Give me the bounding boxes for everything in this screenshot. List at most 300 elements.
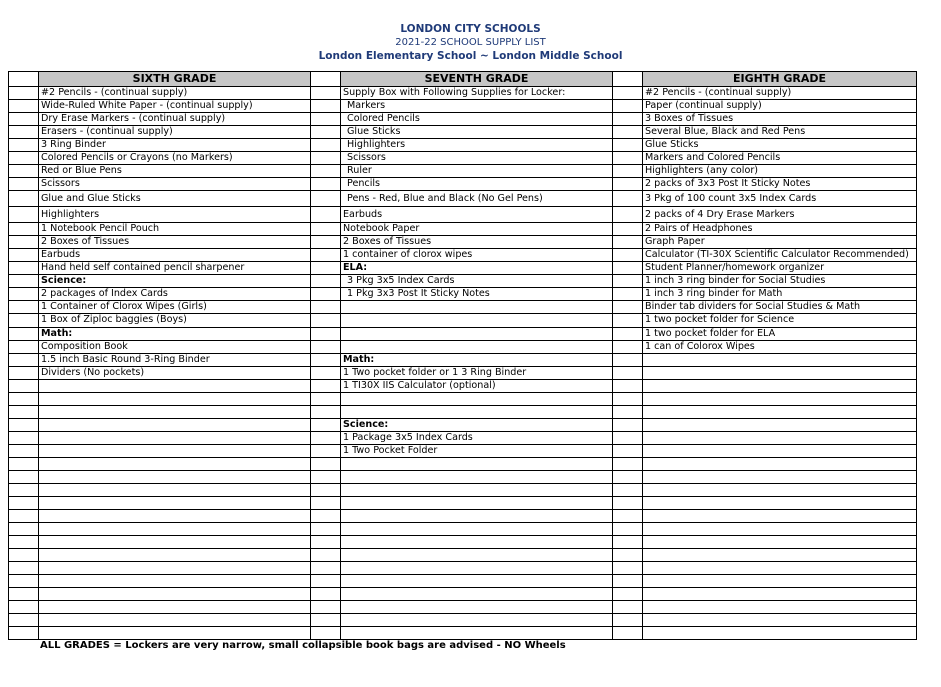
spacer-cell	[311, 483, 341, 496]
spacer-cell	[311, 191, 341, 207]
list-title: 2021-22 SCHOOL SUPPLY LIST	[395, 37, 546, 48]
spacer-cell	[613, 562, 643, 575]
spacer-cell	[613, 207, 643, 223]
seventh-grade-item	[341, 588, 613, 601]
spacer-cell	[9, 588, 39, 601]
spacer-cell	[9, 627, 39, 640]
table-row	[9, 262, 917, 275]
table-row	[9, 207, 917, 223]
spacer-cell	[311, 72, 341, 87]
eighth-grade-item	[643, 601, 917, 614]
spacer-cell	[9, 431, 39, 444]
spacer-cell	[311, 444, 341, 457]
seventh-grade-item: Glue Sticks	[341, 126, 613, 139]
sixth-grade-item: 1 Box of Ziploc baggies (Boys)	[39, 314, 311, 327]
spacer-cell	[613, 288, 643, 301]
eighth-grade-item	[643, 418, 917, 431]
sixth-grade-item	[39, 575, 311, 588]
table-header-row	[9, 72, 917, 87]
eighth-grade-item: Highlighters (any color)	[643, 165, 917, 178]
spacer-cell	[311, 288, 341, 301]
spacer-cell	[613, 340, 643, 353]
spacer-cell	[613, 444, 643, 457]
eighth-grade-item: #2 Pencils - (continual supply)	[643, 87, 917, 100]
spacer-cell	[9, 366, 39, 379]
spacer-cell	[311, 165, 341, 178]
spacer-cell	[613, 405, 643, 418]
spacer-cell	[613, 275, 643, 288]
sixth-grade-item	[39, 627, 311, 640]
eighth-grade-item: 3 Pkg of 100 count 3x5 Index Cards	[643, 191, 917, 207]
table-row	[9, 236, 917, 249]
sixth-grade-item: Colored Pencils or Crayons (no Markers)	[39, 152, 311, 165]
table-row	[9, 126, 917, 139]
table-row	[9, 353, 917, 366]
seventh-grade-item	[341, 522, 613, 535]
eighth-grade-item: 1 two pocket folder for ELA	[643, 327, 917, 340]
spacer-cell	[9, 444, 39, 457]
table-row	[9, 549, 917, 562]
table-row	[9, 178, 917, 191]
sixth-grade-item	[39, 392, 311, 405]
spacer-cell	[613, 191, 643, 207]
eighth-grade-item	[643, 444, 917, 457]
seventh-grade-item	[341, 340, 613, 353]
eighth-grade-item: 3 Boxes of Tissues	[643, 113, 917, 126]
spacer-cell	[311, 614, 341, 627]
spacer-cell	[311, 340, 341, 353]
spacer-cell	[9, 392, 39, 405]
sixth-grade-item: Red or Blue Pens	[39, 165, 311, 178]
spacer-cell	[9, 496, 39, 509]
eighth-grade-item	[643, 549, 917, 562]
eighth-grade-item	[643, 627, 917, 640]
seventh-grade-item	[341, 301, 613, 314]
spacer-cell	[9, 87, 39, 100]
eighth-grade-item	[643, 366, 917, 379]
table-row	[9, 405, 917, 418]
table-row	[9, 327, 917, 340]
spacer-cell	[9, 405, 39, 418]
table-row	[9, 444, 917, 457]
spacer-cell	[613, 236, 643, 249]
spacer-cell	[9, 262, 39, 275]
seventh-grade-item: Supply Box with Following Supplies for Locker:	[341, 87, 613, 100]
eighth-grade-item: Calculator (TI-30X Scientific Calculator Recommended)	[643, 249, 917, 262]
spacer-cell	[311, 522, 341, 535]
sixth-grade-item	[39, 457, 311, 470]
eighth-grade-item	[643, 483, 917, 496]
spacer-cell	[9, 562, 39, 575]
spacer-cell	[311, 562, 341, 575]
table-row	[9, 418, 917, 431]
eighth-grade-item	[643, 470, 917, 483]
spacer-cell	[613, 366, 643, 379]
spacer-cell	[613, 314, 643, 327]
table-row	[9, 575, 917, 588]
seventh-grade-item: Pencils	[341, 178, 613, 191]
spacer-cell	[613, 178, 643, 191]
table-row	[9, 509, 917, 522]
table-row	[9, 379, 917, 392]
spacer-cell	[9, 126, 39, 139]
spacer-cell	[311, 249, 341, 262]
seventh-grade-item: Pens - Red, Blue and Black (No Gel Pens)	[341, 191, 613, 207]
eighth-grade-item	[643, 536, 917, 549]
spacer-cell	[9, 223, 39, 236]
spacer-cell	[613, 457, 643, 470]
spacer-cell	[311, 223, 341, 236]
spacer-cell	[613, 301, 643, 314]
spacer-cell	[311, 549, 341, 562]
eighth-grade-item: Paper (continual supply)	[643, 100, 917, 113]
table-row	[9, 562, 917, 575]
spacer-cell	[613, 165, 643, 178]
spacer-cell	[9, 113, 39, 126]
eighth-grade-item	[643, 522, 917, 535]
sixth-grade-item: 1.5 inch Basic Round 3-Ring Binder	[39, 353, 311, 366]
spacer-cell	[9, 340, 39, 353]
sixth-grade-item	[39, 431, 311, 444]
spacer-cell	[613, 588, 643, 601]
spacer-cell	[613, 575, 643, 588]
spacer-cell	[9, 509, 39, 522]
spacer-cell	[311, 470, 341, 483]
sixth-grade-item: Hand held self contained pencil sharpener	[39, 262, 311, 275]
seventh-grade-item	[341, 457, 613, 470]
spacer-cell	[9, 327, 39, 340]
spacer-cell	[311, 353, 341, 366]
spacer-cell	[613, 536, 643, 549]
spacer-cell	[311, 236, 341, 249]
sixth-grade-item: Composition Book	[39, 340, 311, 353]
spacer-cell	[613, 418, 643, 431]
spacer-cell	[9, 275, 39, 288]
seventh-grade-item	[341, 562, 613, 575]
sixth-grade-item	[39, 483, 311, 496]
spacer-cell	[311, 152, 341, 165]
spacer-cell	[613, 392, 643, 405]
table-row	[9, 288, 917, 301]
spacer-cell	[311, 509, 341, 522]
sixth-grade-item: Erasers - (continual supply)	[39, 126, 311, 139]
sixth-grade-item	[39, 614, 311, 627]
spacer-cell	[9, 288, 39, 301]
sixth-grade-item: Science:	[39, 275, 311, 288]
seventh-grade-item: 1 Pkg 3x3 Post It Sticky Notes	[341, 288, 613, 301]
eighth-grade-item	[643, 562, 917, 575]
sixth-grade-header: SIXTH GRADE	[39, 72, 311, 87]
spacer-cell	[613, 614, 643, 627]
seventh-grade-header: SEVENTH GRADE	[341, 72, 613, 87]
sixth-grade-item	[39, 601, 311, 614]
seventh-grade-item	[341, 614, 613, 627]
sixth-grade-item	[39, 444, 311, 457]
spacer-cell	[9, 314, 39, 327]
spacer-cell	[613, 549, 643, 562]
spacer-cell	[613, 152, 643, 165]
spacer-cell	[311, 405, 341, 418]
spacer-cell	[311, 113, 341, 126]
spacer-cell	[613, 87, 643, 100]
spacer-cell	[311, 379, 341, 392]
spacer-cell	[311, 457, 341, 470]
spacer-cell	[311, 87, 341, 100]
eighth-grade-item: 1 can of Colorox Wipes	[643, 340, 917, 353]
spacer-cell	[311, 496, 341, 509]
table-row	[9, 87, 917, 100]
spacer-cell	[9, 522, 39, 535]
table-row	[9, 191, 917, 207]
spacer-cell	[9, 418, 39, 431]
spacer-cell	[9, 575, 39, 588]
spacer-cell	[311, 126, 341, 139]
spacer-cell	[9, 236, 39, 249]
spacer-cell	[613, 126, 643, 139]
table-row	[9, 249, 917, 262]
eighth-grade-item	[643, 496, 917, 509]
spacer-cell	[613, 113, 643, 126]
eighth-grade-item	[643, 379, 917, 392]
spacer-cell	[311, 588, 341, 601]
eighth-grade-item: Student Planner/homework organizer	[643, 262, 917, 275]
spacer-cell	[311, 536, 341, 549]
table-row	[9, 314, 917, 327]
eighth-grade-item	[643, 588, 917, 601]
seventh-grade-item	[341, 405, 613, 418]
seventh-grade-item: Colored Pencils	[341, 113, 613, 126]
eighth-grade-item	[643, 353, 917, 366]
seventh-grade-item: 1 Package 3x5 Index Cards	[341, 431, 613, 444]
table-row	[9, 601, 917, 614]
seventh-grade-item	[341, 575, 613, 588]
table-row	[9, 301, 917, 314]
sixth-grade-item	[39, 418, 311, 431]
district-title: LONDON CITY SCHOOLS	[400, 23, 541, 35]
spacer-cell	[9, 139, 39, 152]
eighth-grade-item	[643, 431, 917, 444]
spacer-cell	[311, 418, 341, 431]
table-row	[9, 275, 917, 288]
sixth-grade-item	[39, 405, 311, 418]
eighth-grade-item: 2 Pairs of Headphones	[643, 223, 917, 236]
sixth-grade-item: Highlighters	[39, 207, 311, 223]
seventh-grade-item	[341, 601, 613, 614]
spacer-cell	[311, 627, 341, 640]
seventh-grade-item	[341, 536, 613, 549]
spacer-cell	[9, 207, 39, 223]
spacer-cell	[613, 522, 643, 535]
spacer-cell	[613, 431, 643, 444]
seventh-grade-item: 1 container of clorox wipes	[341, 249, 613, 262]
sixth-grade-item: 1 Container of Clorox Wipes (Girls)	[39, 301, 311, 314]
sixth-grade-item: Math:	[39, 327, 311, 340]
table-row	[9, 627, 917, 640]
spacer-cell	[9, 165, 39, 178]
sixth-grade-item	[39, 509, 311, 522]
spacer-cell	[9, 470, 39, 483]
seventh-grade-item	[341, 509, 613, 522]
spacer-cell	[613, 72, 643, 87]
table-row	[9, 457, 917, 470]
spacer-cell	[9, 601, 39, 614]
eighth-grade-header: EIGHTH GRADE	[643, 72, 917, 87]
spacer-cell	[613, 627, 643, 640]
seventh-grade-item	[341, 314, 613, 327]
table-row	[9, 113, 917, 126]
spacer-cell	[311, 392, 341, 405]
seventh-grade-item	[341, 470, 613, 483]
spacer-cell	[311, 575, 341, 588]
table-row	[9, 165, 917, 178]
spacer-cell	[311, 327, 341, 340]
spacer-cell	[9, 301, 39, 314]
spacer-cell	[311, 275, 341, 288]
spacer-cell	[9, 536, 39, 549]
spacer-cell	[311, 366, 341, 379]
seventh-grade-item: 1 TI30X IIS Calculator (optional)	[341, 379, 613, 392]
table-row	[9, 614, 917, 627]
spacer-cell	[613, 327, 643, 340]
spacer-cell	[613, 249, 643, 262]
seventh-grade-item: Highlighters	[341, 139, 613, 152]
sixth-grade-item	[39, 536, 311, 549]
table-row	[9, 152, 917, 165]
spacer-cell	[613, 353, 643, 366]
seventh-grade-item	[341, 483, 613, 496]
table-row	[9, 483, 917, 496]
spacer-cell	[9, 457, 39, 470]
spacer-cell	[613, 470, 643, 483]
spacer-cell	[9, 353, 39, 366]
spacer-cell	[311, 139, 341, 152]
spacer-cell	[9, 379, 39, 392]
seventh-grade-item: Markers	[341, 100, 613, 113]
table-row	[9, 470, 917, 483]
sixth-grade-item: Dividers (No pockets)	[39, 366, 311, 379]
seventh-grade-item: Earbuds	[341, 207, 613, 223]
table-row	[9, 431, 917, 444]
sixth-grade-item	[39, 470, 311, 483]
seventh-grade-item: ELA:	[341, 262, 613, 275]
eighth-grade-item: 2 packs of 3x3 Post It Sticky Notes	[643, 178, 917, 191]
table-row	[9, 340, 917, 353]
table-row	[9, 496, 917, 509]
eighth-grade-item: Several Blue, Black and Red Pens	[643, 126, 917, 139]
sixth-grade-item	[39, 522, 311, 535]
spacer-cell	[311, 100, 341, 113]
spacer-cell	[9, 249, 39, 262]
eighth-grade-item: 2 packs of 4 Dry Erase Markers	[643, 207, 917, 223]
seventh-grade-item	[341, 549, 613, 562]
eighth-grade-item	[643, 392, 917, 405]
schools-subtitle: London Elementary School ~ London Middle School	[318, 50, 623, 62]
sixth-grade-item	[39, 496, 311, 509]
seventh-grade-item: 1 Two Pocket Folder	[341, 444, 613, 457]
table-row	[9, 139, 917, 152]
footer-note: ALL GRADES = Lockers are very narrow, small collapsible book bags are advised - NO Wheels	[40, 640, 566, 651]
sixth-grade-item: #2 Pencils - (continual supply)	[39, 87, 311, 100]
spacer-cell	[613, 100, 643, 113]
spacer-cell	[9, 152, 39, 165]
spacer-cell	[311, 314, 341, 327]
spacer-cell	[9, 549, 39, 562]
spacer-cell	[9, 614, 39, 627]
spacer-cell	[9, 483, 39, 496]
spacer-cell	[9, 72, 39, 87]
eighth-grade-item: Binder tab dividers for Social Studies & Math	[643, 301, 917, 314]
eighth-grade-item	[643, 614, 917, 627]
spacer-cell	[9, 178, 39, 191]
supply-table-body	[9, 87, 917, 640]
spacer-cell	[9, 100, 39, 113]
spacer-cell	[613, 601, 643, 614]
table-row	[9, 522, 917, 535]
eighth-grade-item	[643, 509, 917, 522]
seventh-grade-item: Scissors	[341, 152, 613, 165]
table-row	[9, 366, 917, 379]
spacer-cell	[311, 178, 341, 191]
seventh-grade-item: Ruler	[341, 165, 613, 178]
spacer-cell	[613, 509, 643, 522]
spacer-cell	[311, 431, 341, 444]
eighth-grade-item	[643, 457, 917, 470]
sixth-grade-item: Scissors	[39, 178, 311, 191]
sixth-grade-item: Glue and Glue Sticks	[39, 191, 311, 207]
spacer-cell	[613, 483, 643, 496]
table-row	[9, 100, 917, 113]
seventh-grade-item	[341, 627, 613, 640]
seventh-grade-item: Science:	[341, 418, 613, 431]
spacer-cell	[613, 379, 643, 392]
sixth-grade-item	[39, 562, 311, 575]
eighth-grade-item: Glue Sticks	[643, 139, 917, 152]
spacer-cell	[613, 223, 643, 236]
eighth-grade-item: 1 inch 3 ring binder for Social Studies	[643, 275, 917, 288]
sixth-grade-item: 3 Ring Binder	[39, 139, 311, 152]
eighth-grade-item: 1 inch 3 ring binder for Math	[643, 288, 917, 301]
seventh-grade-item: 3 Pkg 3x5 Index Cards	[341, 275, 613, 288]
spacer-cell	[9, 191, 39, 207]
seventh-grade-item: 2 Boxes of Tissues	[341, 236, 613, 249]
sixth-grade-item	[39, 379, 311, 392]
spacer-cell	[311, 207, 341, 223]
seventh-grade-item	[341, 392, 613, 405]
eighth-grade-item: Graph Paper	[643, 236, 917, 249]
sixth-grade-item: Wide-Ruled White Paper - (continual supply)	[39, 100, 311, 113]
spacer-cell	[613, 496, 643, 509]
sixth-grade-item: 1 Notebook Pencil Pouch	[39, 223, 311, 236]
table-row	[9, 536, 917, 549]
eighth-grade-item	[643, 575, 917, 588]
seventh-grade-item	[341, 327, 613, 340]
supply-table	[8, 71, 917, 640]
spacer-cell	[613, 262, 643, 275]
sixth-grade-item	[39, 588, 311, 601]
table-row	[9, 588, 917, 601]
spacer-cell	[311, 262, 341, 275]
sixth-grade-item: Earbuds	[39, 249, 311, 262]
eighth-grade-item: 1 two pocket folder for Science	[643, 314, 917, 327]
sixth-grade-item: 2 packages of Index Cards	[39, 288, 311, 301]
spacer-cell	[311, 301, 341, 314]
seventh-grade-item	[341, 496, 613, 509]
seventh-grade-item: Notebook Paper	[341, 223, 613, 236]
seventh-grade-item: 1 Two pocket folder or 1 3 Ring Binder	[341, 366, 613, 379]
spacer-cell	[613, 139, 643, 152]
sixth-grade-item: Dry Erase Markers - (continual supply)	[39, 113, 311, 126]
seventh-grade-item: Math:	[341, 353, 613, 366]
